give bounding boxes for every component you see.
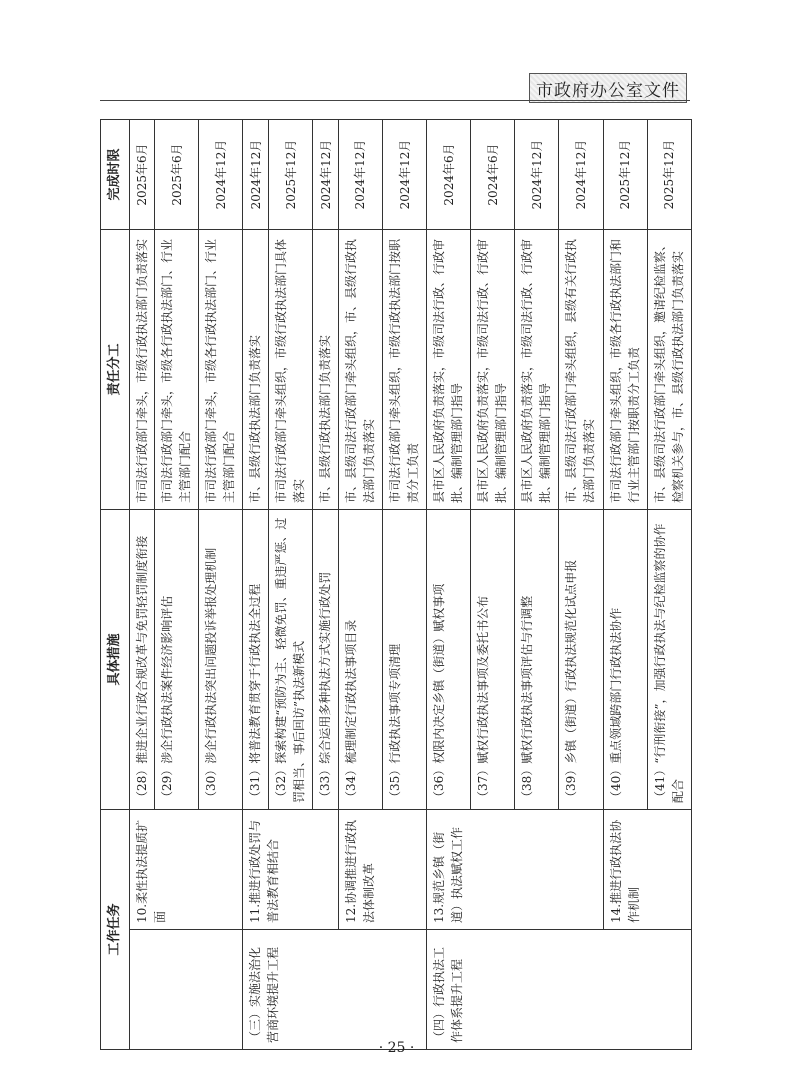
- task-table: [100, 119, 692, 1050]
- table-row: [243, 119, 269, 1049]
- responsibility-cell: 市、县级司法行政部门牵头组织，邀请纪检监察、检察机关参与，市、县级行政执法部门负责落实: [647, 229, 691, 509]
- task-cell: 11.推进行政处罚与普法教育相结合: [243, 809, 338, 929]
- responsibility-cell: 市司法行政部门牵头组织，市级行政执法部门按职责分工负责: [382, 229, 426, 509]
- deadline-cell: 2025年12月: [269, 119, 313, 229]
- responsibility-cell: 市司法行政部门牵头组织，市级行政执法部门具体落实: [269, 229, 313, 509]
- deadline-cell: 2024年12月: [515, 119, 559, 229]
- rotated-table-container: [100, 120, 692, 1050]
- measure-cell: （28）推进企业行政合规改革与免罚轻罚制度衔接: [129, 509, 155, 809]
- responsibility-cell: 市司法行政部门牵头，市级各行政执法部门、行业主管部门配合: [155, 229, 199, 509]
- deadline-cell: 2025年12月: [647, 119, 691, 229]
- deadline-cell: 2024年12月: [382, 119, 426, 229]
- measure-cell: （40）重点领域跨部门行政执法协作: [603, 509, 647, 809]
- col-header-task: 工作任务: [101, 809, 130, 1049]
- task-group-cell: （四）行政执法工作体系提升工程: [427, 930, 692, 1050]
- measure-cell: （39）乡镇（街道）行政执法规范化试点申报: [559, 509, 603, 809]
- col-header-responsibility: 责任分工: [101, 229, 130, 509]
- responsibility-cell: 市司法行政部门牵头，市级行政执法部门负责落实: [129, 229, 155, 509]
- responsibility-cell: 市、县级行政执法部门负责落实: [243, 229, 269, 509]
- responsibility-cell: 县市区人民政府负责落实，市级司法行政、行政审批、编制管理部门指导: [515, 229, 559, 509]
- responsibility-cell: 市、县级司法行政部门牵头组织，县级有关行政执法部门负责落实: [559, 229, 603, 509]
- table-header-row: [101, 119, 130, 1049]
- table-body: [129, 119, 692, 1049]
- measure-cell: （29）涉企行政执法案件经济影响评估: [155, 509, 199, 809]
- document-type-label: 市政府办公室文件: [536, 80, 680, 101]
- task-group-cell: （三）实施法治化营商环境提升工程: [243, 930, 427, 1050]
- responsibility-cell: 市、县级司法行政部门牵头组织，市、县级行政执法部门负责落实: [338, 229, 382, 509]
- task-cell: 10.柔性执法提质扩面: [129, 809, 243, 929]
- deadline-cell: 2025年6月: [155, 119, 199, 229]
- responsibility-cell: 县市区人民政府负责落实，市级司法行政、行政审批、编制管理部门指导: [427, 229, 471, 509]
- task-cell: 13.规范乡镇（街道）执法赋权工作: [427, 809, 604, 929]
- table-row: [427, 119, 471, 1049]
- measure-cell: （32）探索构建“预防为主、轻微免罚、重违严惩、过罚相当、事后回访”执法新模式: [269, 509, 313, 809]
- measure-cell: （33）综合运用多种执法方式实施行政处罚: [313, 509, 339, 809]
- col-header-deadline: 完成时限: [101, 119, 130, 229]
- col-header-measure: 具体措施: [101, 509, 130, 809]
- header-rule: [100, 100, 690, 101]
- measure-cell: （31）将普法教育贯穿于行政执法全过程: [243, 509, 269, 809]
- table-row: [338, 119, 382, 1049]
- document-type-tag: [529, 73, 687, 103]
- task-cell: 14.推进行政执法协作机制: [603, 809, 691, 929]
- measure-cell: （36）权限内决定乡镇（街道）赋权事项: [427, 509, 471, 809]
- responsibility-cell: 市司法行政部门牵头组织，市级各行政执法部门和行业主管部门按职责分工负责: [603, 229, 647, 509]
- deadline-cell: 2025年6月: [129, 119, 155, 229]
- deadline-cell: 2024年12月: [243, 119, 269, 229]
- measure-cell: （34）梳理制定行政执法事项目录: [338, 509, 382, 809]
- deadline-cell: 2024年6月: [471, 119, 515, 229]
- deadline-cell: 2024年6月: [427, 119, 471, 229]
- measure-cell: （38）赋权行政执法事项评估与行调整: [515, 509, 559, 809]
- table-row: [129, 119, 155, 1049]
- responsibility-cell: 市司法行政部门牵头，市级各行政执法部门、行业主管部门配合: [199, 229, 243, 509]
- deadline-cell: 2024年12月: [199, 119, 243, 229]
- deadline-cell: 2024年12月: [313, 119, 339, 229]
- table-row: [603, 119, 647, 1049]
- deadline-cell: 2024年12月: [559, 119, 603, 229]
- measure-cell: （37）赋权行政执法事项及委托书公布: [471, 509, 515, 809]
- responsibility-cell: 县市区人民政府负责落实，市级司法行政、行政审批、编制管理部门指导: [471, 229, 515, 509]
- deadline-cell: 2025年12月: [603, 119, 647, 229]
- measure-cell: （30）涉企行政执法突出问题投诉举报处理机制: [199, 509, 243, 809]
- deadline-cell: 2024年12月: [338, 119, 382, 229]
- page-number: · 25 ·: [378, 1040, 415, 1056]
- task-cell: 12.协调推进行政执法体制改革: [338, 809, 426, 929]
- measure-cell: （41）“行刑衔接”，加强行政执法与纪检监察的协作配合: [647, 509, 691, 809]
- responsibility-cell: 市、县级行政执法部门负责落实: [313, 229, 339, 509]
- task-group-cell: [129, 930, 243, 1050]
- measure-cell: （35）行政执法事项专项清理: [382, 509, 426, 809]
